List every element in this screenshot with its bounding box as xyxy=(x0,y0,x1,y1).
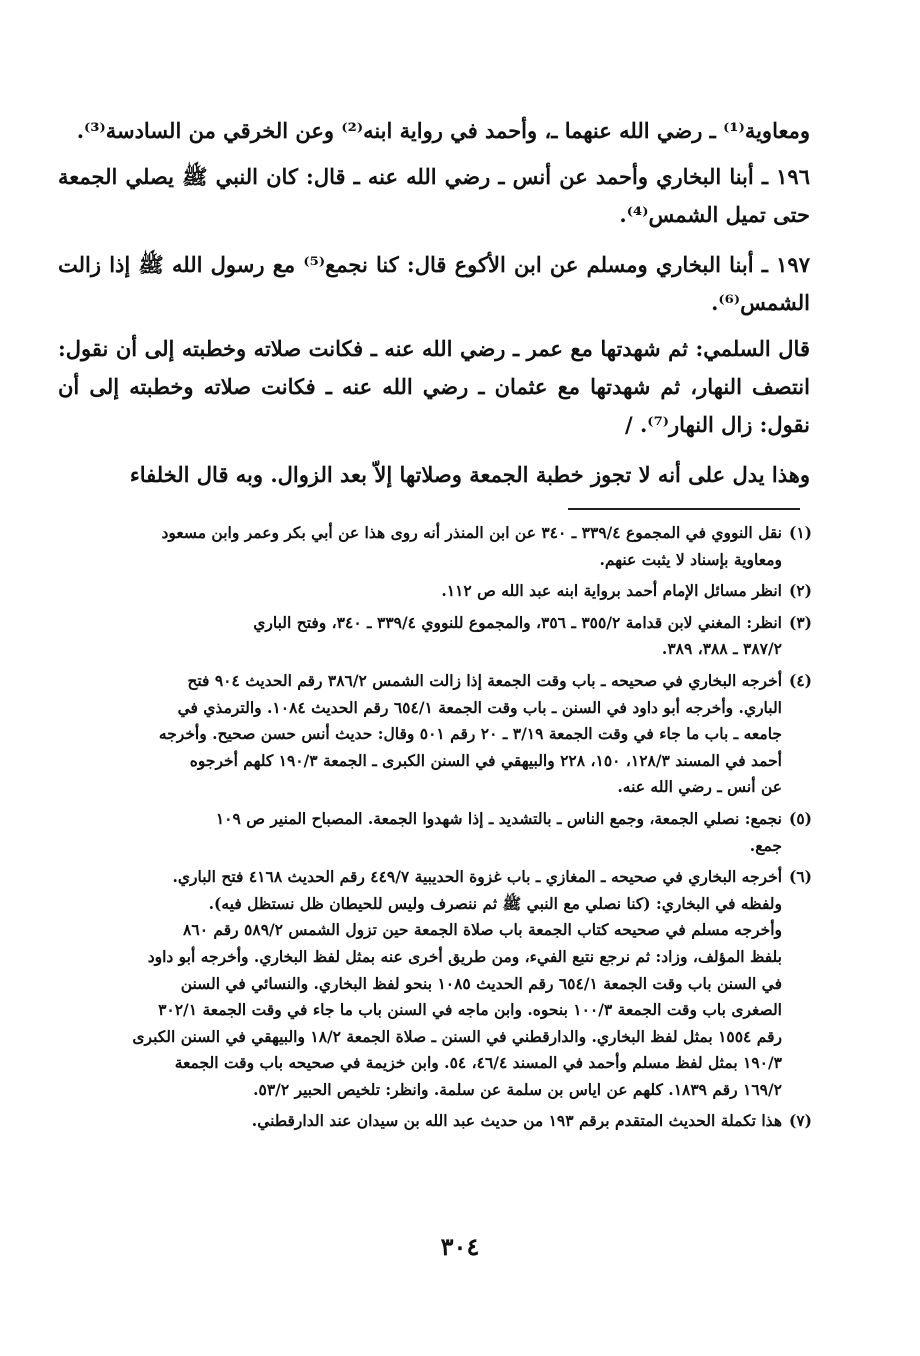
footnote-number: (٦) xyxy=(788,867,812,887)
footnote-number: (٥) xyxy=(788,808,812,828)
footnote-line: نجمع: نصلي الجمعة، وجمع الناس ـ بالتشديد ـ إذا شهدوا الجمعة. المصباح المنير ص ١٠٩ xyxy=(215,808,782,828)
footnote-line: أخرجه البخاري في صحيحه ـ باب وقت الجمعة إذا زالت الشمس ٣٨٦/٢ رقم الحديث ٩٠٤ فتح xyxy=(187,670,782,690)
footnote-line: ولفظه في البخاري: (كنا نصلي مع النبي ﷺ ثم ننصرف وليس للحيطان ظل نستظل فيه). xyxy=(208,893,782,913)
paragraph-1: ومعاوية⁽¹⁾ ـ رضي الله عنهما ـ، وأحمد في رواية ابنه⁽²⁾ وعن الخرقي من السادسة⁽³⁾. xyxy=(76,118,810,143)
footnote-line: الباري. وأخرجه أبو داود في السنن ـ باب وقت الجمعة ٦٥٤/١ رقم الحديث ١٠٨٤. والترمذي في xyxy=(177,697,782,717)
footnote-line: في السنن باب وقت الجمعة ٦٥٤/١ رقم الحديث ١٠٨٥ بنحو لفظ البخاري. والنسائي في السنن xyxy=(180,973,782,993)
footnote-2 xyxy=(60,578,812,605)
footnote-number: (٤) xyxy=(788,670,812,690)
footnote-line: انظر: المغني لابن قدامة ٣٥٥/٢ ـ ٣٥٦، والمجموع للنووي ٣٣٩/٤ ـ ٣٤٠، وفتح الباري xyxy=(253,612,782,632)
footnote-1 xyxy=(60,520,812,573)
footnotes xyxy=(60,520,812,1140)
footnote-number: (٢) xyxy=(788,581,812,601)
footnote-line: أخرجه البخاري في صحيحه ـ المغازي ـ باب غزوة الحديبية ٤٤٩/٧ رقم الحديث ٤١٦٨ فتح الباري. xyxy=(172,867,782,887)
footnote-line: انظر مسائل الإمام أحمد برواية ابنه عبد الله ص ١١٢. xyxy=(441,581,782,601)
footnote-line: ومعاوية بإسناد لا يثبت عنهم. xyxy=(599,549,782,569)
footnote-divider xyxy=(568,508,800,510)
main-text xyxy=(58,112,810,506)
footnote-line: رقم ١٥٥٤ بمثل لفظ البخاري. والدارقطني في السنن ـ صلاة الجمعة ١٨/٢ والبيهقي في السنن الكبرى xyxy=(132,1026,782,1046)
footnote-line: الصغرى باب وقت الجمعة ١٠٠/٣ بنحوه. وابن ماجه في السنن باب ما جاء في وقت الجمعة ٣٠٢/١ xyxy=(158,1000,782,1020)
footnote-line: أحمد في المسند ١٢٨/٣، ١٥٠، ٢٢٨ والبيهقي في السنن الكبرى ـ الجمعة ١٩٠/٣ كلهم أخرجوه xyxy=(189,750,782,770)
footnote-line: هذا تكملة الحديث المتقدم برقم ١٩٣ من حديث عبد الله بن سيدان عند الدارقطني. xyxy=(251,1111,782,1131)
footnote-7 xyxy=(60,1108,812,1135)
footnote-line: ٣٨٧/٢ ـ ٣٨٨، ٣٨٩. xyxy=(661,639,782,659)
footnote-line: ١٩٠/٣ بمثل لفظ مسلم وأحمد في المسند ٤٦/٤، ٥٤. وابن خزيمة في صحيحه باب وقت الجمعة xyxy=(174,1053,782,1073)
hadith-196: ١٩٦ ـ أبنا البخاري وأحمد عن أنس ـ رضي الله عنه ـ قال: كان النبي ﷺ يصلي الجمعة حتى تميل الشمس⁽⁴⁾. xyxy=(58,164,810,227)
footnote-5 xyxy=(60,806,812,859)
footnote-line: ١٦٩/٢ رقم ١٨٣٩. كلهم عن اياس بن سلمة عن سلمة. وانظر: تلخيص الحبير ٥٣/٢. xyxy=(253,1079,782,1099)
footnote-line: عن أنس ـ رضي الله عنه. xyxy=(617,777,782,797)
footnote-number: (٣) xyxy=(788,612,812,632)
hadith-197: ١٩٧ ـ أبنا البخاري ومسلم عن ابن الأكوع قال: كنا نجمع⁽⁵⁾ مع رسول الله ﷺ إذا زالت الشمس⁽⁶⁾. xyxy=(58,252,810,315)
page-number: ٣٠٤ xyxy=(440,1232,480,1261)
footnote-line: نقل النووي في المجموع ٣٣٩/٤ ـ ٣٤٠ عن ابن المنذر أنه روى هذا عن أبي بكر وعمر وابن مسعود xyxy=(161,523,782,542)
footnote-4 xyxy=(60,668,812,801)
footnote-line: وأخرجه مسلم في صحيحه كتاب الجمعة باب صلاة الجمعة حين تزول الشمس ٥٨٩/٢ رقم ٨٦٠ xyxy=(183,920,782,940)
footnote-6 xyxy=(60,864,812,1103)
footnote-number: (٧) xyxy=(788,1111,812,1131)
footnote-line: بلفظ المؤلف، وزاد: ثم نرجع نتبع الفيء، ومن طريق أخرى عنه بمثل لفظ البخاري. وأخرجه أبو داود xyxy=(147,946,782,966)
footnote-line: جامعه ـ باب ما جاء في وقت الجمعة ٣/١٩ ـ ٢٠ رقم ٥٠١ وقال: حديث أنس حسن صحيح. وأخرجه xyxy=(158,724,782,744)
footnote-number: (١) xyxy=(788,523,812,542)
paragraph-conclusion: وهذا يدل على أنه لا تجوز خطبة الجمعة وصلاتها إلاّ بعد الزوال. وبه قال الخلفاء xyxy=(129,462,810,487)
footnote-line: جمع. xyxy=(749,835,782,855)
paragraph-salami: قال السلمي: ثم شهدتها مع عمر ـ رضي الله عنه ـ فكانت صلاته وخطبته إلى أن نقول: انتصف النهار، ثم شهدتها مع عثمان ـ رضي الله عنه ـ فكانت صلاته وخطبته إلى أن نقول: زال النهار⁽⁷⁾. / xyxy=(58,336,810,437)
footnote-3 xyxy=(60,610,812,663)
